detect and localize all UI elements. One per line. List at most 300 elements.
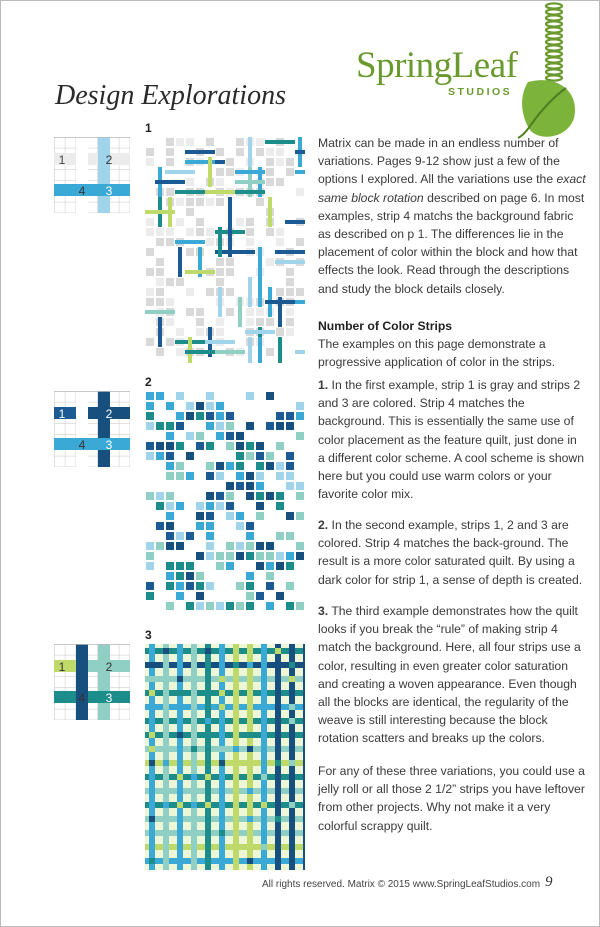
block-border	[54, 137, 130, 138]
quilt-square	[166, 278, 174, 286]
quilt-square	[226, 268, 234, 276]
quilt-square	[286, 278, 294, 286]
example-number: 3.	[318, 604, 329, 618]
quilt-square	[236, 602, 244, 610]
quilt-square	[216, 412, 224, 420]
strip-label: 3	[105, 184, 113, 198]
quilt-square	[246, 592, 254, 600]
example-text: In the first example, strip 1 is gray and strips 2 and 3 are colored. Strip 4 matches the background. This is essentially the same use of color placement as the feature quilt, just done in a different color scheme. A cool scheme is shown here but you could use warm colors or your favorite color mix.	[318, 378, 585, 502]
quilt-square	[256, 148, 264, 156]
quilt-square	[166, 512, 174, 520]
quilt-square	[256, 552, 264, 560]
weave-cross	[219, 830, 225, 836]
quilt-square	[196, 228, 204, 236]
quilt-square	[216, 278, 224, 286]
logo-sub: STUDIOS	[448, 86, 513, 98]
weave-cross	[177, 830, 183, 836]
quilt-square	[226, 258, 234, 266]
quilt-strip	[205, 340, 235, 344]
weave-cross	[289, 662, 295, 668]
quilt-square	[166, 138, 174, 146]
weave-column	[205, 644, 211, 870]
weave-cross	[205, 774, 211, 780]
quilt-square	[166, 298, 174, 306]
quilt-square	[206, 582, 214, 590]
weave-cross	[191, 802, 197, 808]
weave-column	[275, 644, 281, 870]
quilt-strip	[185, 150, 215, 154]
weave-cross	[247, 816, 253, 822]
example-3	[318, 602, 586, 748]
quilt-square	[246, 492, 254, 500]
quilt-square	[246, 318, 254, 326]
quilt-square	[296, 492, 304, 500]
weave-cross	[191, 746, 197, 752]
quilt-number: 1	[145, 121, 152, 135]
weave-cross	[149, 746, 155, 752]
quilt-square	[186, 572, 194, 580]
quilt-square	[286, 482, 294, 490]
weave-cross	[289, 704, 295, 710]
quilt-square	[176, 278, 184, 286]
quilt-strip	[258, 277, 262, 307]
quilt-square	[206, 138, 214, 146]
quilt-square	[246, 392, 254, 400]
strip-label: 4	[78, 438, 86, 452]
weave-cross	[233, 662, 239, 668]
quilt-square	[276, 532, 284, 540]
quilt-square	[226, 602, 234, 610]
quilt-square	[256, 502, 264, 510]
quilt-strip	[248, 277, 252, 307]
grid-line	[54, 644, 55, 720]
quilt-square	[216, 432, 224, 440]
quilt-square	[246, 542, 254, 550]
weave-cross	[191, 774, 197, 780]
grid-line	[54, 202, 130, 203]
quilt-square	[196, 512, 204, 520]
strip-label: 1	[58, 660, 66, 674]
quilt-square	[176, 562, 184, 570]
quilt-square	[186, 602, 194, 610]
quilt-square	[196, 328, 204, 336]
quilt-square	[216, 502, 224, 510]
quilt-square	[176, 412, 184, 420]
weave-cross	[289, 844, 295, 850]
quilt-square	[236, 512, 244, 520]
quilt-square	[266, 158, 274, 166]
weave-column	[163, 644, 169, 870]
weave-cross	[233, 676, 239, 682]
quilt-square	[286, 412, 294, 420]
quilt-square	[236, 462, 244, 470]
quilt-square	[166, 602, 174, 610]
quilt-square	[246, 572, 254, 580]
grid-line	[54, 180, 130, 181]
weave-column	[191, 644, 197, 870]
quilt-strip	[165, 170, 195, 174]
weave-cross	[261, 774, 267, 780]
quilt-square	[256, 462, 264, 470]
quilt-square	[176, 472, 184, 480]
weave-cross	[149, 732, 155, 738]
quilt-strip	[158, 317, 162, 347]
quilt-square	[296, 188, 304, 196]
quilt-strip	[248, 137, 252, 167]
example-text: The third example demonstrates how the quilt looks if you break the “rule” of making strip 4 match the background. Here, all four strips use a color, resulting in even greater color saturation and creating a woven appearance. Even though all the blocks are identical, the regularity of the weave is still interesting because the block rotation scatters and breaks up the colors.	[318, 604, 581, 746]
quilt-square	[246, 442, 254, 450]
quilt-square	[226, 168, 234, 176]
quilt-square	[176, 442, 184, 450]
quilt-square	[246, 532, 254, 540]
weave-cross	[177, 802, 183, 808]
quilt-square	[256, 138, 264, 146]
quilt-square	[146, 542, 154, 550]
quilt-square	[236, 138, 244, 146]
quilt-square	[156, 502, 164, 510]
quilt-strip	[168, 197, 172, 227]
quilt-strip	[228, 227, 232, 257]
weave-cross	[247, 788, 253, 794]
strip-label: 4	[78, 691, 86, 705]
quilt-square	[206, 552, 214, 560]
quilt-square	[166, 472, 174, 480]
quilt-square	[206, 238, 214, 246]
weave-cross	[149, 662, 155, 668]
quilt-square	[256, 562, 264, 570]
quilt-square	[146, 248, 154, 256]
example-text: In the second example, strips 1, 2 and 3 are colored. Strip 4 matches the back-ground. The result is a more color saturated quilt. By using a dark color for strip 1, a sense of depth is created.	[318, 518, 583, 587]
quilt-square	[216, 552, 224, 560]
quilt-number: 2	[145, 375, 152, 389]
weave-cross	[219, 746, 225, 752]
logo-name: SpringLeaf	[356, 45, 518, 86]
quilt-square	[246, 452, 254, 460]
quilt-square	[276, 552, 284, 560]
quilt-square	[216, 318, 224, 326]
grid-line	[119, 391, 120, 467]
quilt-square	[286, 512, 294, 520]
quilt-square	[166, 188, 174, 196]
strip-4	[76, 137, 88, 213]
quilt-square	[246, 482, 254, 490]
quilt-square	[266, 258, 274, 266]
quilt-square	[226, 442, 234, 450]
quilt-square	[256, 482, 264, 490]
strip-3	[54, 438, 130, 450]
quilt-square	[176, 392, 184, 400]
quilt-square	[296, 412, 304, 420]
example-1	[318, 376, 586, 503]
quilt-square	[226, 552, 234, 560]
weave-cross	[261, 844, 267, 850]
weave-cross	[205, 648, 211, 654]
quilt-square	[226, 462, 234, 470]
quilt-square	[146, 442, 154, 450]
strip-2	[98, 137, 110, 213]
quilt-square	[246, 602, 254, 610]
weave-cross	[191, 704, 197, 710]
strip-3	[54, 691, 130, 703]
quilt-square	[256, 472, 264, 480]
quilt-square	[156, 422, 164, 430]
quilt-square	[226, 412, 234, 420]
quilt-square	[276, 442, 284, 450]
closing-text: For any of these three variations, you could use a jelly roll or all those 2 1/2” strips you have leftover from other projects. Why not make it a very colorful scrappy quilt.	[318, 764, 585, 833]
quilt-strip	[295, 170, 305, 174]
quilt-number: 3	[145, 628, 152, 642]
grid-line	[65, 644, 66, 720]
quilt-square	[166, 148, 174, 156]
weave-cross	[149, 718, 155, 724]
quilt-square	[256, 198, 264, 206]
weave-cross	[219, 718, 225, 724]
quilt-square	[236, 522, 244, 530]
example-2	[318, 516, 586, 589]
quilt-strip	[218, 227, 222, 257]
quilt-square	[206, 392, 214, 400]
intro-text-end: described on page 6. In most examples, strip 4 matchs the background fabric as described on p 1. The differences lie in the placement of color within the block and how that effects the look. Read through the descriptions and study the block details closely.	[318, 190, 585, 296]
quilt-strip	[278, 337, 282, 363]
strip-4	[76, 391, 88, 467]
quilt-strip	[238, 297, 242, 327]
quilt-square	[186, 472, 194, 480]
quilt-square	[146, 228, 154, 236]
quilt-square	[286, 462, 294, 470]
quilt-square	[286, 308, 294, 316]
weave-cross	[289, 760, 295, 766]
weave-cross	[275, 718, 281, 724]
quilt-square	[186, 582, 194, 590]
quilt-square	[166, 572, 174, 580]
quilt-square	[226, 512, 234, 520]
strip-label: 2	[105, 153, 113, 167]
quilt-strip	[145, 310, 175, 314]
weave-cross	[149, 760, 155, 766]
quilt-square	[196, 308, 204, 316]
quilt-square	[206, 542, 214, 550]
grid-line	[119, 644, 120, 720]
quilt-strip	[208, 157, 212, 187]
intro-italic: exact same block rotation	[318, 172, 586, 205]
weave-cross	[247, 858, 253, 864]
weave-cross	[149, 830, 155, 836]
weave-cross	[177, 774, 183, 780]
quilt-square	[146, 562, 154, 570]
strip-label: 2	[105, 407, 113, 421]
quilt-square	[196, 412, 204, 420]
quilt-square	[176, 348, 184, 356]
quilt-square	[246, 522, 254, 530]
strip-label: 4	[78, 184, 86, 198]
quilt-square	[216, 148, 224, 156]
weave-cross	[275, 774, 281, 780]
quilt-square	[156, 228, 164, 236]
quilt-square	[226, 542, 234, 550]
quilt-strip	[295, 300, 305, 304]
weave-cross	[219, 760, 225, 766]
quilt-square	[296, 482, 304, 490]
page-title: Design Explorations	[55, 80, 286, 111]
quilt-square	[286, 532, 294, 540]
quilt-square	[186, 412, 194, 420]
weave-cross	[191, 648, 197, 654]
quilt-square	[216, 268, 224, 276]
quilt-square	[186, 198, 194, 206]
quilt-square	[276, 158, 284, 166]
quilt-square	[166, 502, 174, 510]
weave-column	[261, 644, 267, 870]
quilt-square	[266, 148, 274, 156]
quilt-square	[216, 328, 224, 336]
quilt-square	[156, 288, 164, 296]
quilt-strip	[258, 337, 262, 363]
quilt-square	[196, 218, 204, 226]
quilt-square	[276, 492, 284, 500]
quilt-strip	[275, 250, 305, 254]
quilt-square	[186, 452, 194, 460]
quilt-square	[276, 422, 284, 430]
quilt-square	[146, 402, 154, 410]
quilt-square	[176, 138, 184, 146]
weave-cross	[177, 690, 183, 696]
quilt-strip	[218, 287, 222, 317]
quilt-square	[296, 238, 304, 246]
grid-line	[54, 687, 130, 688]
quilt-square	[146, 268, 154, 276]
quilt-square	[266, 168, 274, 176]
quilt-square	[286, 452, 294, 460]
weave-cross	[205, 718, 211, 724]
quilt-square	[196, 522, 204, 530]
quilt-square	[246, 582, 254, 590]
weave-cross	[205, 830, 211, 836]
quilt-square	[206, 198, 214, 206]
grid-line	[54, 655, 130, 656]
example-number: 2.	[318, 518, 329, 532]
quilt-square	[226, 288, 234, 296]
strip-label: 3	[105, 438, 113, 452]
quilt-square	[146, 288, 154, 296]
section-intro: The examples on this page demonstrate a progressive application of color in the strips.	[318, 337, 556, 370]
quilt-square	[176, 532, 184, 540]
closing-paragraph	[318, 762, 586, 835]
quilt-square	[166, 338, 174, 346]
quilt-square	[206, 522, 214, 530]
quilt-square	[216, 422, 224, 430]
block-border	[54, 391, 130, 392]
quilt-square	[186, 532, 194, 540]
quilt-square	[266, 228, 274, 236]
example-number: 1.	[318, 378, 329, 392]
quilt-square	[206, 402, 214, 410]
quilt-square	[216, 402, 224, 410]
weave-cross	[149, 816, 155, 822]
intro-text: Matrix can be made in an endless number of variations. Pages 9-12 show just a few of the options I explored. All the variations use the	[318, 136, 560, 187]
quilt-square	[146, 452, 154, 460]
quilt-square	[196, 318, 204, 326]
quilt-strip	[185, 350, 215, 354]
quilt-square	[266, 318, 274, 326]
quilt-square	[236, 432, 244, 440]
weave-cross	[275, 648, 281, 654]
quilt-square	[216, 602, 224, 610]
quilt-square	[156, 258, 164, 266]
quilt-square	[286, 552, 294, 560]
quilt-square	[196, 582, 204, 590]
quilt-square	[146, 412, 154, 420]
quilt-square	[296, 552, 304, 560]
quilt-strip	[295, 150, 305, 154]
quilt-square	[206, 472, 214, 480]
quilt-square	[186, 178, 194, 186]
quilt-square	[276, 178, 284, 186]
quilt-square	[286, 268, 294, 276]
weave-cross	[205, 802, 211, 808]
quilt-square	[146, 592, 154, 600]
quilt-image	[145, 137, 305, 363]
quilt-square	[156, 238, 164, 246]
quilt-square	[236, 442, 244, 450]
quilt-square	[176, 542, 184, 550]
quilt-square	[296, 432, 304, 440]
quilt-square	[196, 502, 204, 510]
weave-cross	[149, 676, 155, 682]
weave-cross	[247, 732, 253, 738]
quilt-square	[226, 422, 234, 430]
grid-line	[54, 402, 130, 403]
weave-cross	[247, 746, 253, 752]
grid-line	[97, 644, 98, 720]
quilt-square	[246, 238, 254, 246]
quilt-square	[256, 318, 264, 326]
quilt-square	[166, 158, 174, 166]
quilt-strip	[295, 350, 305, 354]
quilt-square	[246, 422, 254, 430]
quilt-square	[256, 442, 264, 450]
quilt-square	[176, 462, 184, 470]
grid-line	[119, 137, 120, 213]
quilt-square	[186, 138, 194, 146]
quilt-strip	[228, 197, 232, 227]
grid-line	[54, 148, 130, 149]
quilt-square	[166, 462, 174, 470]
quilt-square	[256, 512, 264, 520]
grid-line	[54, 676, 130, 677]
quilt-square	[186, 248, 194, 256]
quilt-strip	[285, 220, 305, 224]
quilt-square	[246, 308, 254, 316]
quilt-strip	[268, 197, 272, 227]
quilt-square	[206, 422, 214, 430]
quilt-square	[236, 542, 244, 550]
quilt-square	[226, 308, 234, 316]
quilt-square	[266, 552, 274, 560]
quilt-square	[216, 472, 224, 480]
quilt-square	[276, 462, 284, 470]
quilt-square	[286, 328, 294, 336]
quilt-square	[206, 512, 214, 520]
quilt-square	[176, 502, 184, 510]
quilt-square	[206, 442, 214, 450]
strip-4	[76, 644, 88, 720]
weave-cross	[163, 760, 169, 766]
quilt-square	[146, 492, 154, 500]
quilt-square	[196, 432, 204, 440]
quilt-square	[266, 462, 274, 470]
quilt-square	[206, 492, 214, 500]
weave-cross	[219, 690, 225, 696]
